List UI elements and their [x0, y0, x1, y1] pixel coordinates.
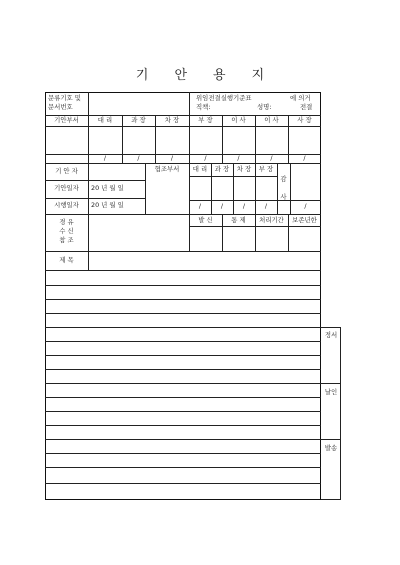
coop-slash-1: / — [198, 202, 202, 210]
body-line-11 — [45, 425, 321, 426]
exec-date-label: 시행일자 — [54, 201, 79, 209]
control-label: 통 제 — [231, 216, 246, 224]
coop-role-2: 과 장 — [214, 165, 230, 173]
drafter-label: 기 안 자 — [55, 167, 78, 175]
slash-5: / — [237, 154, 240, 162]
row-line-drafter — [45, 180, 145, 181]
name-label: 성명: — [257, 103, 272, 111]
cc-label: 참 조 — [59, 236, 74, 244]
title-char-2: 안 — [174, 68, 187, 83]
row-line-routing — [45, 251, 321, 252]
via-label: 경 유 — [59, 218, 74, 226]
doc-no-label-2: 문서번호 — [48, 103, 73, 111]
recipient-label: 수 신 — [59, 227, 74, 235]
subject-label: 제 목 — [59, 256, 74, 264]
audit-slash: / — [304, 202, 307, 210]
body-line-7 — [45, 369, 321, 370]
body-line-3 — [45, 313, 321, 314]
body-line-1 — [45, 285, 321, 286]
coop-slash-2: / — [220, 202, 224, 210]
slash-2: / — [137, 154, 140, 162]
row-line-roles — [45, 126, 321, 127]
role-director: 부 장 — [198, 116, 213, 124]
col-line-info-label — [88, 163, 89, 214]
coop-dept-label: 협조부서 — [154, 165, 180, 173]
row-line-subject — [45, 270, 321, 271]
role-assistant-manager: 대 리 — [97, 116, 113, 124]
slash-7: / — [303, 154, 306, 162]
dispatch-label: 발송 — [324, 444, 338, 452]
title-char-4: 지 — [251, 68, 265, 83]
title-char-3: 용 — [213, 68, 226, 83]
body-line-6 — [45, 355, 321, 356]
role-section-chief: 과 장 — [131, 116, 146, 124]
row-line-draft-date — [45, 198, 145, 199]
margin-line-1 — [321, 383, 341, 384]
margin-box — [321, 327, 341, 500]
role-board-member-1: 이 사 — [231, 116, 246, 124]
audit-label-1: 감 — [280, 175, 287, 183]
row-line-header — [45, 115, 321, 116]
title-char-1: 기 — [135, 68, 149, 83]
margin-line-2 — [321, 439, 341, 440]
slash-6: / — [270, 154, 273, 162]
send-label: 발 신 — [198, 216, 213, 224]
col-line-role-3 — [189, 115, 190, 251]
col-line-coop-4 — [277, 163, 278, 214]
row-line-slash — [45, 163, 321, 164]
coop-slash-3: / — [242, 202, 246, 210]
dept-label: 기안부서 — [54, 116, 79, 124]
slash-1: / — [103, 154, 107, 162]
body-line-15 — [45, 483, 321, 484]
coop-role-4: 부 장 — [258, 165, 274, 173]
role-board-member-2: 이 사 — [264, 116, 279, 124]
clean-copy-label: 정서 — [324, 331, 338, 339]
col-line-header-split — [189, 92, 190, 115]
role-deputy-director: 차 장 — [164, 116, 180, 124]
row-line-exec-date — [45, 214, 321, 215]
ref-label: 에 의거 — [290, 94, 311, 102]
delegation-label: 위임전결실행기준표 — [196, 94, 252, 102]
body-line-14 — [45, 467, 321, 468]
seal-label: 날인 — [324, 388, 338, 396]
final-label: 전결 — [300, 103, 313, 111]
form-title — [0, 64, 400, 83]
body-line-5 — [45, 341, 321, 342]
coop-role-1: 대 리 — [192, 165, 208, 173]
position-label: 직책: — [196, 103, 211, 111]
slash-4: / — [204, 154, 207, 162]
processing-period-label: 처리기간 — [259, 216, 284, 224]
coop-slash-4: / — [264, 202, 268, 210]
doc-no-label-1: 문류기호 및 — [48, 94, 81, 102]
body-line-10 — [45, 411, 321, 412]
body-line-4 — [45, 327, 321, 328]
body-line-12 — [45, 439, 321, 440]
draft-date-label: 기안일자 — [54, 184, 79, 192]
body-line-2 — [45, 299, 321, 300]
coop-role-3: 차 장 — [236, 165, 252, 173]
col-line-label — [88, 92, 89, 163]
audit-label-2: 사 — [280, 193, 287, 201]
draft-date-value: 20 년 월 일 — [91, 184, 124, 192]
body-line-9 — [45, 397, 321, 398]
role-president: 사 장 — [297, 116, 312, 124]
retention-period-label: 보존년한 — [292, 216, 317, 224]
body-line-8 — [45, 383, 321, 384]
body-line-13 — [45, 453, 321, 454]
exec-date-value: 20 년 월 일 — [91, 201, 124, 209]
slash-3: / — [170, 154, 174, 162]
col-line-subject-label — [88, 251, 89, 270]
col-line-routing-label — [88, 214, 89, 251]
